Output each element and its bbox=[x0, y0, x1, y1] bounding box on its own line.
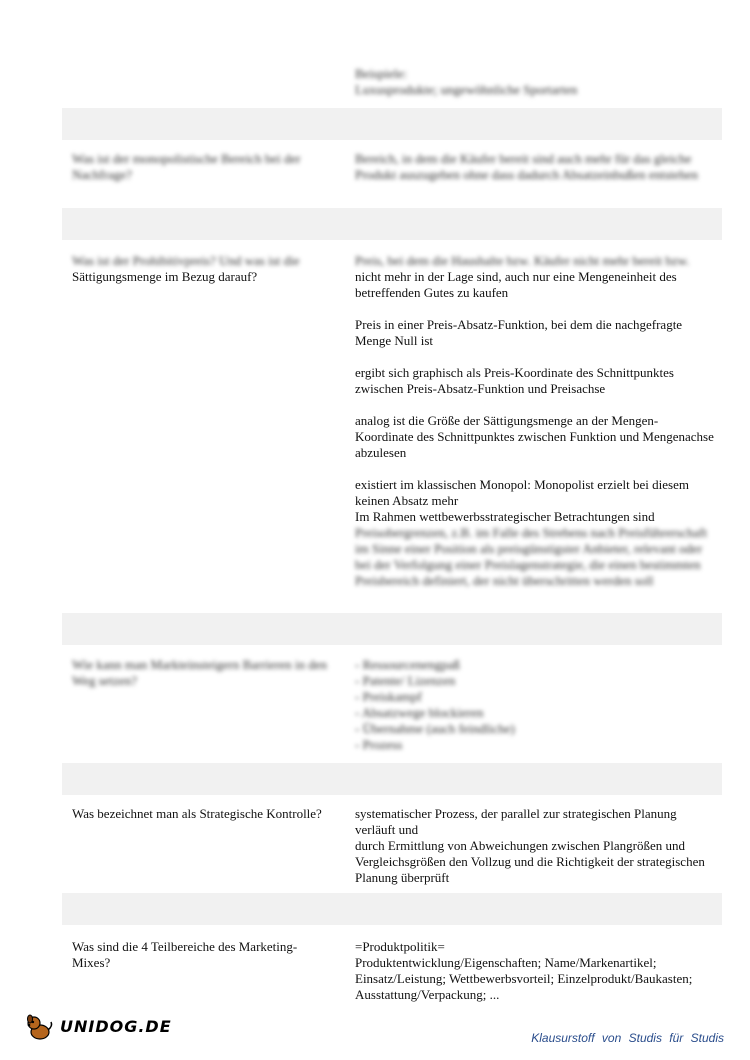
list-item: - Preiskampf bbox=[355, 689, 422, 704]
list-item: - Übernahme (auch feindliche) bbox=[355, 721, 515, 736]
question-line: Sättigungsmenge im Bezug darauf? bbox=[72, 269, 258, 284]
question-row-3: Wie kann man Markteinsteigern Barrieren in den Weg setzen? bbox=[72, 657, 328, 688]
answer-row-4 bbox=[355, 806, 715, 886]
answer-line: Beispiele: bbox=[355, 66, 407, 81]
row-separator bbox=[62, 613, 722, 645]
answer-paragraph: ergibt sich graphisch als Preis-Koordinate des Schnittpunktes zwischen Preis-Absatz-Funktion und Preisachse bbox=[355, 365, 674, 396]
answer-line: Luxusprodukte; ungewöhnliche Sportarten bbox=[355, 82, 578, 97]
list-item: - Prozess bbox=[355, 737, 403, 752]
answer-paragraph: Im Rahmen wettbewerbsstrategischer Betrachtungen sind bbox=[355, 509, 655, 524]
answer-line: Produktentwicklung/Eigenschaften; Name/Markenartikel; Einsatz/Leistung; Wettbewerbsvorteil; Einzelprodukt/Baukasten; Ausstattung/Verpackung; ... bbox=[355, 955, 693, 1002]
list-item: - Absatzwege blockieren bbox=[355, 705, 484, 720]
row-separator bbox=[62, 893, 722, 925]
question-line-blurred: Was ist der Prohibitivpreis? Und was ist die bbox=[72, 253, 300, 268]
footer-tagline: Klausurstoff von Studis für Studis bbox=[531, 1031, 724, 1045]
list-item: - Patente/ Lizenzen bbox=[355, 673, 456, 688]
answer-paragraph: nicht mehr in der Lage sind, auch nur eine Mengeneinheit des betreffenden Gutes zu kaufen bbox=[355, 269, 677, 300]
list-item: - Ressourcenengpaß bbox=[355, 657, 461, 672]
answer-row-2 bbox=[355, 253, 715, 589]
row-separator bbox=[62, 108, 722, 140]
answer-row-1: Bereich, in dem die Käufer bereit sind auch mehr für das gleiche Produkt auszugeben ohne dass dadurch Absatzeinbußen entstehen bbox=[355, 151, 698, 182]
answer-paragraph: Preis in einer Preis-Absatz-Funktion, bei dem die nachgefragte Menge Null ist bbox=[355, 317, 683, 348]
answer-row-0 bbox=[355, 66, 715, 98]
answer-row-3 bbox=[355, 657, 715, 753]
row-separator bbox=[62, 763, 722, 795]
answer-paragraph-blurred: Preisobergrenzen, z.B. im Falle des Strebens nach Preisführerschaft im Sinne einer Position als preisgünstigster Anbieter, relevant oder bei der Verfolgung einer Preislagenstrategie, die einen bestimmten Preisbereich definiert, der nicht überschritten werden soll bbox=[355, 525, 708, 588]
dog-icon bbox=[24, 1012, 54, 1042]
answer-line: durch Ermittlung von Abweichungen zwischen Plangrößen und Vergleichsgrößen den Vollzug und die Richtigkeit der strategischen Planung überprüft bbox=[355, 838, 705, 885]
answer-line-blurred: Preis, bei dem die Haushalte bzw. Käufer nicht mehr bereit bzw. bbox=[355, 253, 690, 268]
answer-paragraph: existiert im klassischen Monopol: Monopolist erzielt bei diesem keinen Absatz mehr bbox=[355, 477, 689, 508]
question-row-5: Was sind die 4 Teilbereiche des Marketing-Mixes? bbox=[72, 939, 298, 970]
answer-line: systematischer Prozess, der parallel zur strategischen Planung verläuft und bbox=[355, 806, 677, 837]
unidog-logo bbox=[24, 1012, 172, 1042]
answer-line: =Produktpolitik= bbox=[355, 939, 445, 954]
question-row-1: Was ist der monopolistische Bereich bei der Nachfrage? bbox=[72, 151, 301, 182]
logo-text: UNIDOG.DE bbox=[60, 1017, 172, 1036]
question-row-2 bbox=[72, 253, 332, 285]
row-separator bbox=[62, 208, 722, 240]
answer-paragraph: analog ist die Größe der Sättigungsmenge an der Mengen-Koordinate des Schnittpunktes zwischen Funktion und Mengenachse abzulesen bbox=[355, 413, 714, 460]
question-row-4: Was bezeichnet man als Strategische Kontrolle? bbox=[72, 806, 322, 821]
answer-row-5 bbox=[355, 939, 715, 1003]
